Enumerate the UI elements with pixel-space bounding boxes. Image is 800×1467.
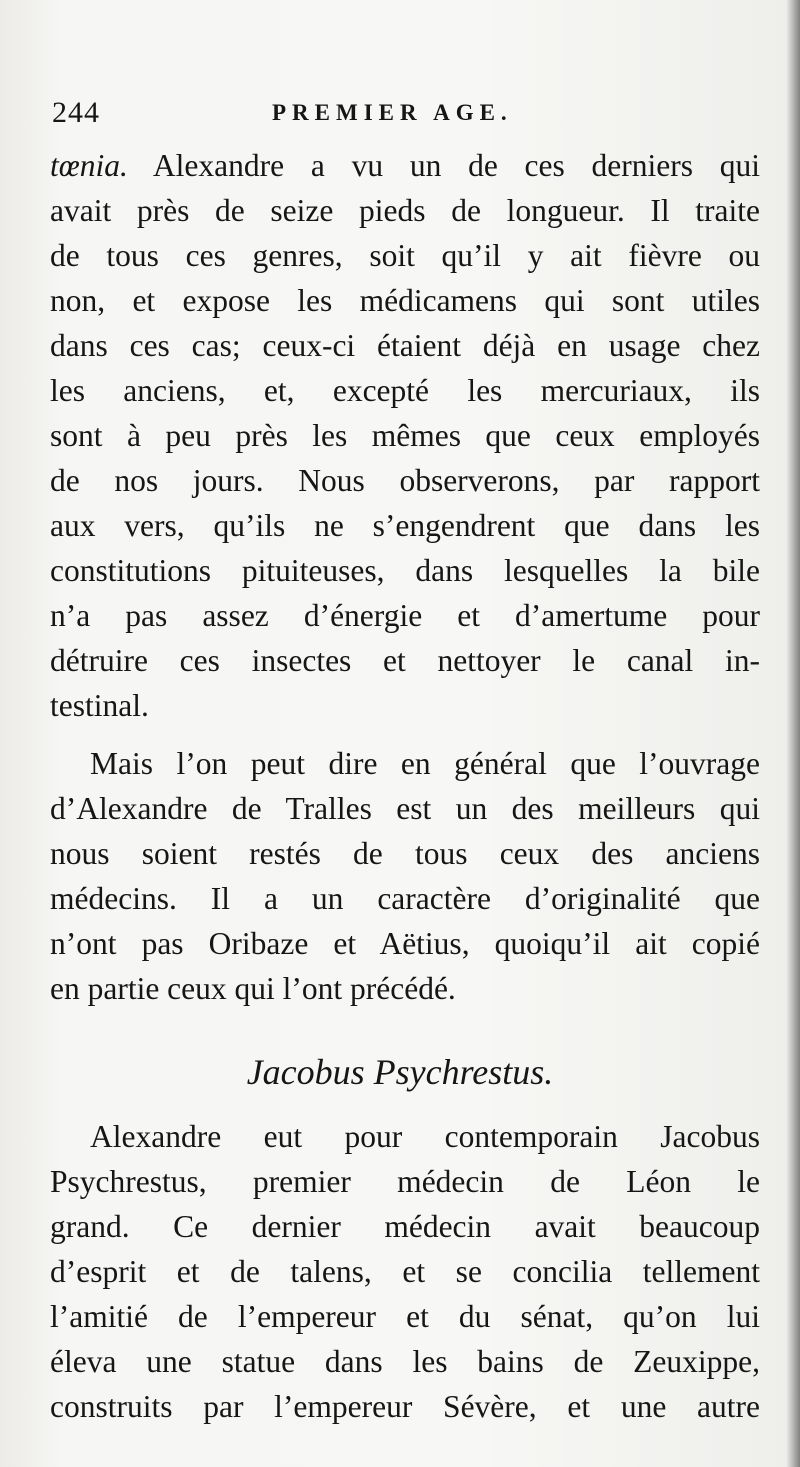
text-line: n’a pas assez d’énergie et d’amertume pour [50, 598, 760, 633]
paragraph-jacobus [50, 1114, 760, 1429]
paragraph-tapeworm [50, 143, 760, 728]
text-line: d’esprit et de talens, et se concilia tellement [50, 1254, 760, 1289]
text-line: de tous ces genres, soit qu’il y ait fièvre ou [50, 238, 760, 273]
text-line: l’amitié de l’empereur et du sénat, qu’on lui [50, 1299, 760, 1334]
text-line [50, 143, 760, 188]
text-line: sont à peu près les mêmes que ceux employés [50, 418, 760, 453]
text-line: n’ont pas Oribaze et Aëtius, quoiqu’il ait copié [50, 926, 760, 961]
italic-word-taenia: tœnia. [50, 148, 128, 183]
text-line: constitutions pituiteuses, dans lesquelles la bile [50, 553, 760, 588]
text-line: nous soient restés de tous ceux des anciens [50, 836, 760, 871]
text-line: aux vers, qu’ils ne s’engendrent que dans les [50, 508, 760, 543]
text-line: Psychrestus, premier médecin de Léon le [50, 1164, 760, 1199]
text-line: détruire ces insectes et nettoyer le canal in- [50, 643, 760, 678]
text-line: Mais l’on peut dire en général que l’ouvrage [90, 746, 760, 781]
text-line: grand. Ce dernier médecin avait beaucoup [50, 1209, 760, 1244]
text-line: dans ces cas; ceux-ci étaient déjà en usage chez [50, 328, 760, 363]
text-line: de nos jours. Nous observerons, par rapport [50, 463, 760, 498]
text-line: Alexandre eut pour contemporain Jacobus [90, 1119, 760, 1154]
text-line: éleva une statue dans les bains de Zeuxippe, [50, 1344, 760, 1379]
text-line: les anciens, et, excepté les mercuriaux, ils [50, 373, 760, 408]
section-heading: Jacobus Psychrestus. [246, 1052, 554, 1092]
text-line: avait près de seize pieds de longueur. Il traite [50, 193, 760, 228]
text-line: testinal. [50, 688, 149, 723]
text-line: médecins. Il a un caractère d’originalité que [50, 881, 760, 916]
page-header [52, 96, 752, 136]
text-line: en partie ceux qui l’ont précédé. [50, 971, 456, 1006]
text-line: d’Alexandre de Tralles est un des meilleurs qui [50, 791, 760, 826]
paragraph-assessment [50, 741, 760, 1011]
running-title: PREMIER AGE. [272, 100, 513, 125]
text-line: non, et expose les médicamens qui sont utiles [50, 283, 760, 318]
text-line-rest: Alexandre a vu un de ces derniers qui [127, 148, 760, 183]
text-line: construits par l’empereur Sévère, et une autre [50, 1389, 760, 1424]
page-number: 244 [52, 96, 100, 129]
page-gutter-shadow [786, 0, 800, 1467]
